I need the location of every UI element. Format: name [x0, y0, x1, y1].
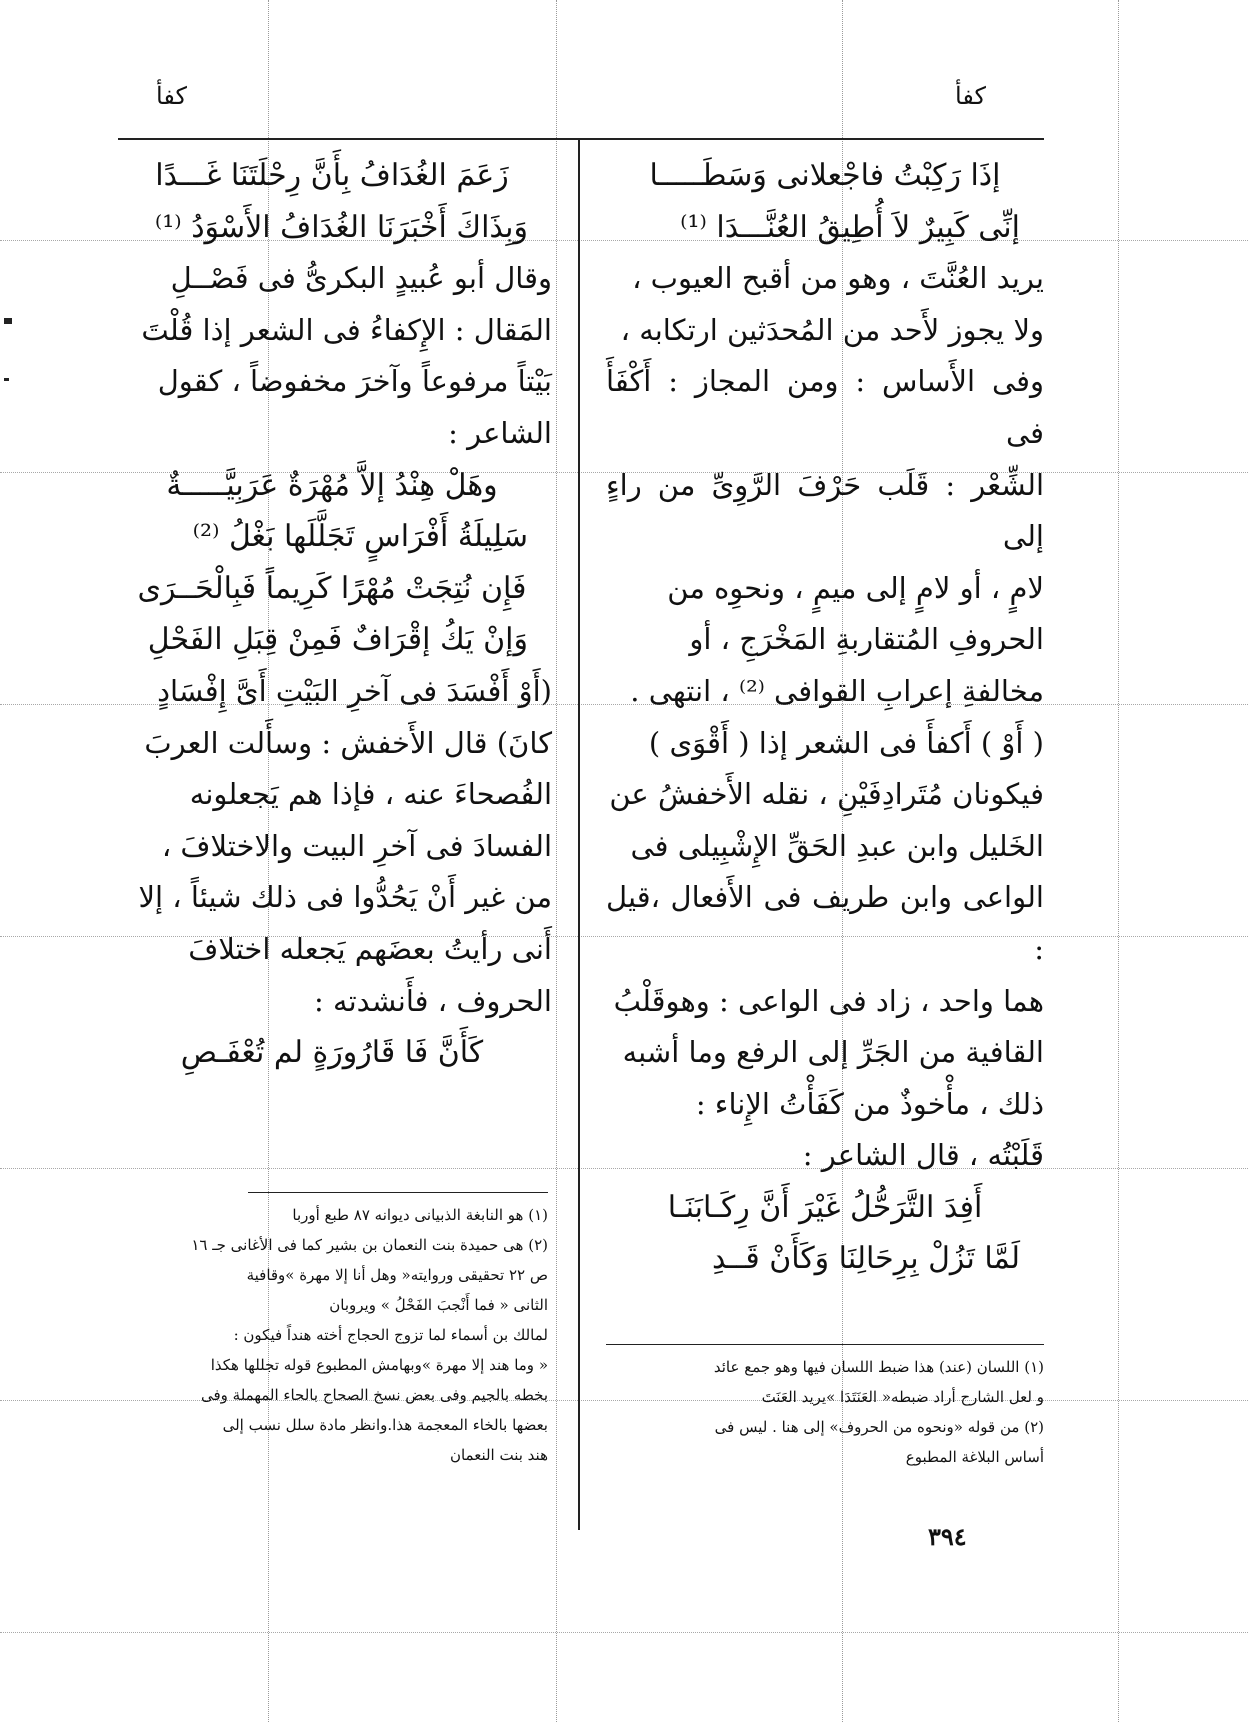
verse-line: زَعَمَ الغُدَافُ بِأَنَّ رِحْلَتَنَا غَـــدًا: [155, 158, 509, 193]
text-line: وقال أبو عُبيدٍ البكرىُّ فى فَصْــلِ: [170, 261, 552, 296]
text-line: أَنى رأيتُ بعضَهم يَجعله اختلافَ: [188, 931, 552, 966]
scan-edge-mark: [4, 378, 9, 381]
verse-line: وهَلْ هِنْدُ إلاَّ مُهْرَةٌ عَرَبِيَّـــــةٌ: [166, 467, 498, 503]
footnote-line: أساس البلاغة المطبوع: [905, 1448, 1044, 1466]
page-number: ٣٩٤: [928, 1522, 967, 1551]
text-line: ذلك ، مأْخوذٌ من كَفَأْتُ الإِناء :: [695, 1086, 1044, 1121]
text-line: الحروفِ المُتقاربةِ المَخْرَجِ ، أو: [689, 622, 1044, 657]
footnote-line: ص ٢٢ تحقيقى وروايته« وهل أنا إلا مهرة »وقافية: [246, 1266, 548, 1284]
text-line: المَقال : الإِكفاءُ فى الشعر إذا قُلْتَ: [141, 312, 552, 347]
running-header-left: كفأ: [156, 82, 187, 110]
footnote-line: (١) هو النابغة الذبيانى ديوانه ٨٧ طبع أوربا: [292, 1206, 548, 1224]
footnote-line: (٢) هى حميدة بنت النعمان بن بشير كما فى الأغانى جـ ١٦: [191, 1236, 548, 1254]
text-line: بَيْتاً مرفوعاً وآخرَ مخفوضاً ، كقول: [157, 364, 552, 399]
left-column: [112, 150, 552, 1079]
column-divider: [578, 140, 580, 1530]
text-line: الشاعر :: [448, 415, 552, 450]
verse-line: وَإنْ يَكُ إقْرَافٌ فَمِنْ قِبَلِ الفَحْلِ: [147, 622, 528, 658]
verse-line: أَفِدَ التَّرَحُّلُ غَيْرَ أَنَّ رِكَـابَنَـا: [667, 1189, 983, 1225]
footnote-rule: [248, 1192, 548, 1193]
text-line: من غير أَنْ يَحُدُّوا فى ذلك شيئاً ، إلا: [138, 880, 552, 915]
footnotes-left: [112, 1200, 548, 1470]
text-line: فيكونان مُتَرادِفَيْنِ ، نقله الأَخفشُ عن: [609, 777, 1044, 812]
scan-guide-line: [556, 0, 557, 1722]
verse-line: إنِّى كَبِيرٌ لاَ أُطِيقُ العُنَّـــدَا ⁽¹⁾: [680, 209, 1020, 245]
text-line: القافية من الجَرِّ إلى الرفع وما أشبه: [622, 1035, 1044, 1070]
verse-line: لَمَّا تَزُلْ بِرِحَالِنَا وَكَأَنْ قَــدِ: [712, 1241, 1020, 1277]
text-line: الواعى وابن طريف فى الأَفعال ،قيل :: [606, 880, 1044, 966]
text-line: الشِّعْر : قَلَب حَرْفَ الرَّوِىِّ من راءٍ إلى: [606, 467, 1044, 554]
footnote-line: هند بنت النعمان: [449, 1446, 548, 1464]
footnote-line: (٢) من قوله «ونحوه من الحروف» إلى هنا . ليس فى: [714, 1418, 1044, 1436]
footnotes-right: [606, 1352, 1044, 1472]
text-line: لامٍ ، أو لامٍ إلى ميمٍ ، ونحوِه من: [667, 570, 1044, 605]
footnote-line: بخطه بالجيم وفى بعض نسخ الصحاح بالحاء المهملة وفى: [200, 1386, 548, 1404]
text-line: قَلَبْتُه ، قال الشاعر :: [802, 1138, 1044, 1173]
text-line: وفى الأَساس : ومن المجاز : أَكْفَأَ فى: [606, 364, 1044, 450]
scan-guide-line: [1118, 0, 1119, 1722]
right-column: [606, 150, 1044, 1285]
text-line: الخَليل وابن عبدِ الحَقِّ الإِشْبِيلى فى: [630, 828, 1044, 863]
verse-line: كَأَنَّ فَا قَارُورَةٍ لم تُعْفَـصِ: [180, 1035, 484, 1071]
text-line: الحروف ، فأَنشدته :: [314, 983, 552, 1018]
text-line: ( أَوْ ) أَكفأَ فى الشعر إذا ( أَقْوَى ): [648, 725, 1044, 760]
verse-line: إذَا رَكِبْتُ فاجْعلانى وَسَطَـــــا: [649, 158, 1001, 193]
text-line: كانَ) قال الأَخفش : وسأَلت العربَ: [144, 725, 552, 760]
scan-guide-line: [0, 1632, 1248, 1633]
footnote-line: (١) اللسان (عند) هذا ضبط اللسان فيها وهو جمع عائد: [713, 1358, 1044, 1376]
text-line: الفُصحاءَ عنه ، فإذا هم يَجعلونه: [189, 777, 552, 812]
text-line: مخالفةِ إعرابِ القوافى ⁽²⁾ ، انتهى .: [630, 673, 1044, 708]
footnote-line: الثانى « فما أَنْجبَ الفَحْلُ » ويروبان: [329, 1296, 548, 1314]
header-rule: [118, 138, 1044, 140]
verse-line: وَبِذَاكَ أَخْبَرَنَا الغُدَافُ الأَسْوَدُ ⁽¹⁾: [154, 209, 528, 245]
verse-line: سَلِيلَةُ أَفْرَاسٍ تَجَلَّلَها بَغْلُ ⁽²⁾: [192, 519, 528, 555]
text-line: يريد العُنَّتَ ، وهو من أقبح العيوب ،: [632, 261, 1044, 296]
footnote-line: « وما هند إلا مهرة »وبهامش المطبوع قوله تجللها هكذا: [210, 1356, 548, 1374]
text-line: الفسادَ فى آخرِ البيت والاختلافَ ،: [161, 828, 552, 863]
text-line: هما واحد ، زاد فى الواعى : وهوقَلْبُ: [613, 983, 1044, 1018]
footnote-rule: [606, 1344, 1044, 1345]
text-line: (أَوْ أَفْسَدَ فى آخرِ البَيْتِ أَىَّ إِفْسَادٍ: [157, 673, 552, 708]
running-header-right: كفأ: [955, 82, 986, 110]
scan-edge-mark: [4, 318, 12, 324]
footnote-line: لمالك بن أسماء لما تزوج الحجاج أخته هنداً فيكون :: [233, 1326, 548, 1344]
footnote-line: و لعل الشارح أراد ضبطه« العَنَتَدَا »يريد العَنَتَ: [761, 1388, 1044, 1406]
footnote-line: بعضها بالخاء المعجمة هذا.وانظر مادة سلل نسب إلى: [222, 1416, 548, 1434]
text-line: ولا يجوز لأَحد من المُحدَثين ارتكابه ،: [620, 312, 1044, 347]
verse-line: فَإِن نُتِجَتْ مُهْرًا كَرِيماً فَبِالْحَــرَى: [137, 570, 527, 606]
